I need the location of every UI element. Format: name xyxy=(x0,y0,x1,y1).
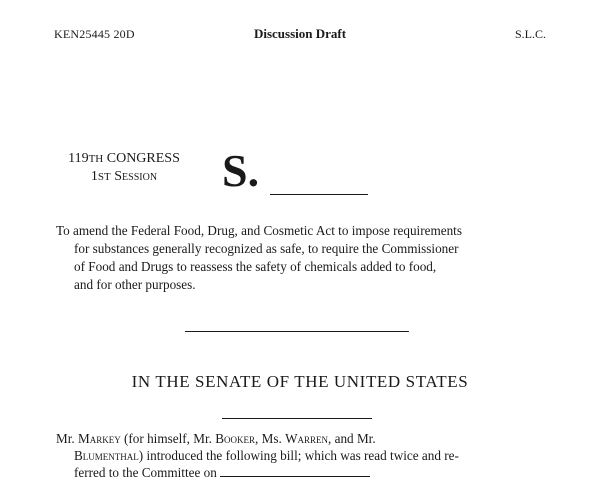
introduction-paragraph xyxy=(56,430,542,481)
text-run: , and Mr. xyxy=(328,431,376,446)
congress-line xyxy=(54,150,194,168)
bill-purpose xyxy=(56,222,542,294)
bill-designation: S. xyxy=(222,145,260,196)
text-run: ) introduced the following bill; which was read twice and re- xyxy=(138,448,459,463)
text-run: Mr. xyxy=(56,431,78,446)
office-code: S.L.C. xyxy=(514,27,546,41)
committee-blank xyxy=(220,465,370,477)
session-number-suffix: ST xyxy=(97,171,111,183)
purpose-line: of Food and Drugs to reassess the safety of chemicals added to food, xyxy=(74,259,437,274)
draft-label: Discussion Draft xyxy=(253,26,347,41)
text-run: ferred to the Committee on xyxy=(74,465,217,480)
cosponsor-name: Warren xyxy=(285,431,329,446)
session-word: Session xyxy=(114,169,158,184)
bill-number-blank xyxy=(270,194,368,195)
cosponsor-name: Booker xyxy=(215,431,256,446)
congress-word: CONGRESS xyxy=(106,151,180,166)
document-id: KEN25445 20D xyxy=(54,27,135,41)
introduction-line xyxy=(56,464,542,481)
congress-number-suffix: TH xyxy=(88,153,104,165)
chamber-heading: IN THE SENATE OF THE UNITED STATES xyxy=(131,372,469,391)
congress-number: 119 xyxy=(68,151,89,166)
section-divider xyxy=(222,418,372,419)
purpose-line: To amend the Federal Food, Drug, and Cosmetic Act to impose requirements xyxy=(56,223,462,238)
introduction-line xyxy=(56,447,542,464)
congress-session-block xyxy=(54,150,194,186)
introduction-line xyxy=(56,430,542,447)
purpose-line: for substances generally recognized as safe, to require the Commissioner xyxy=(74,241,459,256)
purpose-line: and for other purposes. xyxy=(74,277,196,292)
section-divider xyxy=(185,331,409,332)
text-run: , Ms. xyxy=(255,431,286,446)
text-run: (for himself, Mr. xyxy=(120,431,216,446)
session-number: 1 xyxy=(90,169,98,184)
cosponsor-name: Blumenthal xyxy=(74,448,139,463)
session-line xyxy=(54,168,194,186)
sponsor-name: Markey xyxy=(77,431,121,446)
